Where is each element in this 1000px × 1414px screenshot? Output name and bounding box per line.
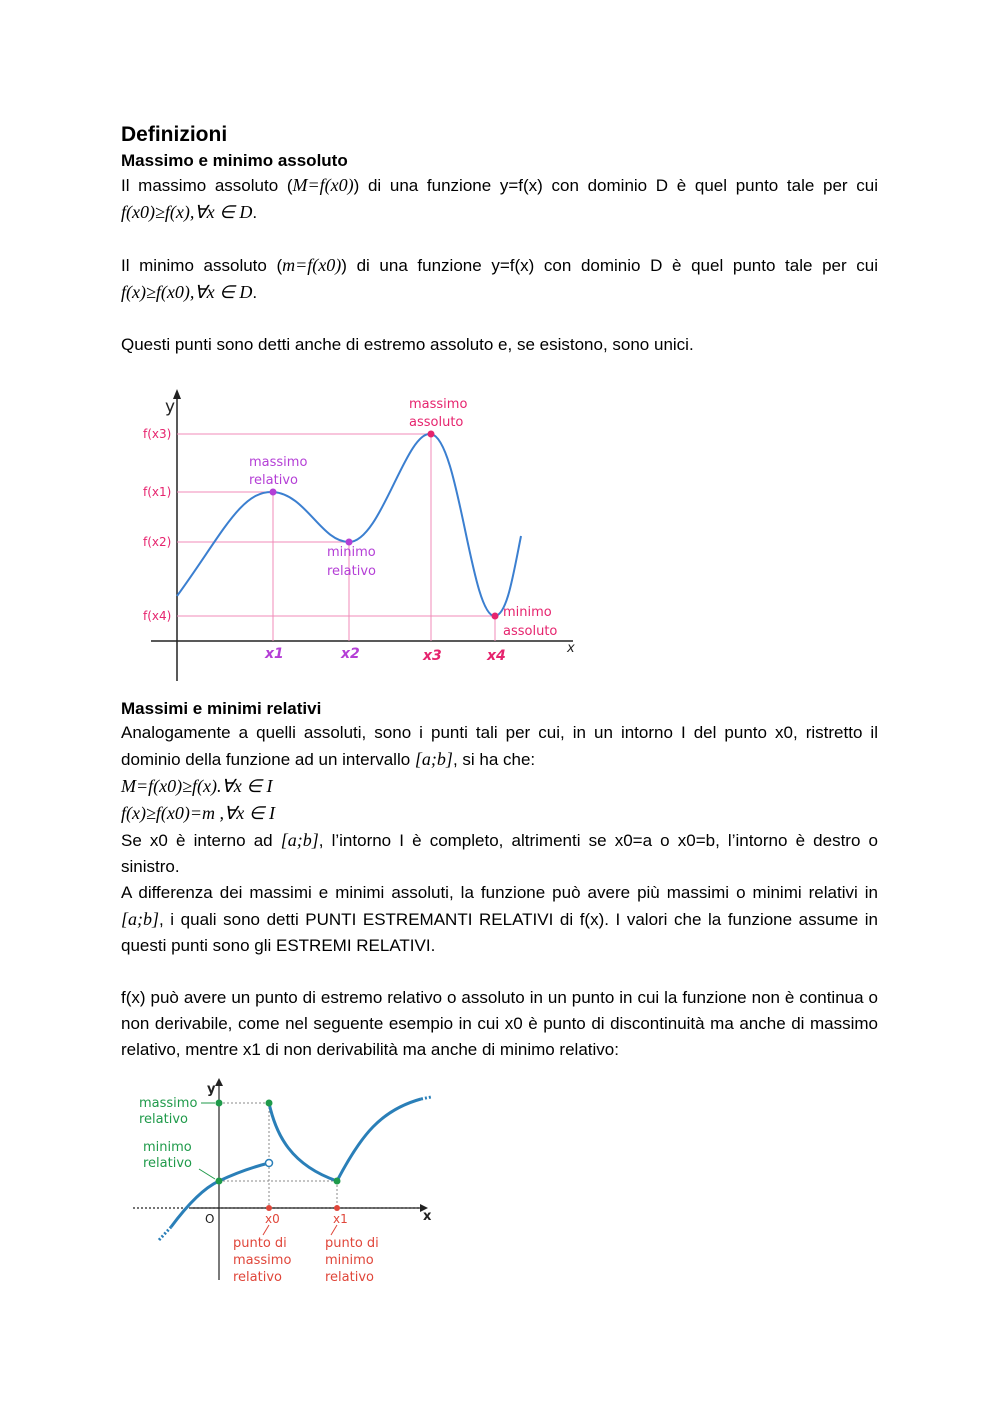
- curve-left-dashed: [159, 1227, 171, 1240]
- paragraph-intorno: [121, 827, 878, 880]
- x-tick-x3: x3: [423, 648, 442, 664]
- annot-min-leader: [199, 1169, 215, 1179]
- y-tick-fx3: f(x3): [143, 427, 172, 441]
- annot-pmin-leader: [331, 1225, 337, 1235]
- annot-min-abs-1: minimo: [503, 605, 552, 620]
- paragraph-unique: Questi punti sono detti anche di estremo assoluto e, se esistono, sono unici.: [121, 335, 694, 354]
- annot-pmin-3: relativo: [325, 1270, 374, 1285]
- text: , l’intorno I è completo, altrimenti se x0=a o x0=b, l’intorno è destro o sinistro.: [121, 831, 878, 876]
- annot-min-1: minimo: [143, 1140, 192, 1155]
- annot-max-abs-1: massimo: [409, 397, 468, 412]
- annot-pmax-2: massimo: [233, 1253, 292, 1268]
- paragraph-relative-intro: [121, 720, 878, 773]
- point-open: [266, 1160, 273, 1167]
- y-axis-label: y: [165, 397, 176, 417]
- text: .: [252, 283, 258, 302]
- section-heading-absolute: Massimo e minimo assoluto: [121, 151, 348, 170]
- text: Il minimo assoluto (: [121, 256, 283, 275]
- document-page: [121, 118, 878, 1290]
- curve-right: [269, 1099, 421, 1181]
- point-x1: [334, 1205, 340, 1211]
- annot-max-abs-2: assoluto: [409, 415, 464, 430]
- point-min-abs: [492, 613, 499, 620]
- formula: [a;b]: [121, 909, 160, 929]
- formula: M=f(x0): [292, 175, 354, 195]
- paragraph-min-abs: [121, 252, 878, 306]
- text: Se x0 è interno ad: [121, 831, 281, 850]
- x-tick-x4: x4: [487, 648, 506, 664]
- annot-pmax-1: punto di: [233, 1236, 287, 1251]
- point-y-min: [216, 1178, 223, 1185]
- text: , i quali sono detti PUNTI ESTREMANTI RELATIVI di f(x). I valori che la funzione assume in questi punti sono gli ESTREMI RELATIVI.: [121, 910, 878, 955]
- equation-max: [121, 773, 878, 800]
- y-tick-fx4: f(x4): [143, 609, 172, 623]
- formula: M=f(x0)≥f(x).∀x ∈ I: [121, 776, 273, 796]
- annot-min-rel-2: relativo: [327, 564, 376, 579]
- paragraph-discontinuity: f(x) può avere un punto di estremo relativo o assoluto in un punto in cui la funzione non è continua o non derivabile, come nel seguente esempio in cui x0 è punto di discontinuità ma anche di massimo relativo, mentre x1 di non derivabilità ma anche di minimo relativo:: [121, 988, 878, 1059]
- point-min-rel: [334, 1178, 341, 1185]
- text: A differenza dei massimi e minimi assoluti, la funzione può avere più massimi o minimi relativi in: [121, 883, 878, 902]
- annot-pmax-3: relativo: [233, 1270, 282, 1285]
- y-arrow-icon: [215, 1078, 223, 1086]
- annot-min-2: relativo: [143, 1156, 192, 1171]
- guide-lines: [219, 1103, 337, 1208]
- x0-label: x0: [265, 1212, 280, 1226]
- y-tick-fx2: f(x2): [143, 535, 172, 549]
- text: .: [252, 203, 258, 222]
- text: ) di una funzione y=f(x) con dominio D è quel punto tale per cui: [353, 176, 878, 195]
- formula: f(x)≥f(x0)=m ,∀x ∈ I: [121, 803, 275, 823]
- formula: f(x0)≥f(x),∀x ∈ D: [121, 202, 253, 222]
- annot-max-rel-1: massimo: [249, 455, 308, 470]
- x-tick-x1: x1: [265, 646, 284, 662]
- text: Analogamente a quelli assoluti, sono i punti tali per cui, in un intorno I del punto x0, ristretto il dominio della funzione ad un intervallo: [121, 723, 878, 769]
- section-heading-relative: Massimi e minimi relativi: [121, 699, 322, 718]
- y-tick-fx1: f(x1): [143, 485, 172, 499]
- page-title: Definizioni: [121, 123, 228, 146]
- point-x0: [266, 1205, 272, 1211]
- formula: m=f(x0): [282, 255, 342, 275]
- annot-min-rel-1: minimo: [327, 545, 376, 560]
- curve-right-dashed: [421, 1097, 431, 1099]
- point-max-rel: [270, 489, 277, 496]
- formula: [a;b]: [280, 830, 319, 850]
- annot-max-rel-2: relativo: [249, 473, 298, 488]
- x-axis-label: x: [423, 1209, 432, 1224]
- text: , si ha che:: [452, 750, 536, 769]
- text: Il massimo assoluto (: [121, 176, 293, 195]
- annot-min-abs-2: assoluto: [503, 624, 558, 639]
- paragraph-max-abs: [121, 172, 878, 226]
- formula: f(x)≥f(x0),∀x ∈ D: [121, 282, 253, 302]
- point-y-max: [216, 1100, 223, 1107]
- figure-extrema: [141, 386, 581, 686]
- y-axis-label: y: [207, 1082, 216, 1097]
- x-tick-x2: x2: [341, 646, 360, 662]
- x-axis-label: x: [567, 641, 575, 656]
- point-max-abs: [428, 431, 435, 438]
- text: ) di una funzione y=f(x) con dominio D è quel punto tale per cui: [341, 256, 878, 275]
- figure-discontinuity: [131, 1075, 441, 1290]
- annot-max-1: massimo: [139, 1096, 198, 1111]
- x1-label: x1: [333, 1212, 348, 1226]
- annot-max-2: relativo: [139, 1112, 188, 1127]
- annot-pmin-2: minimo: [325, 1253, 374, 1268]
- annot-pmax-leader: [263, 1225, 269, 1235]
- formula: [a;b]: [414, 749, 453, 769]
- paragraph-estremanti: [121, 880, 878, 959]
- origin-label: O: [205, 1212, 215, 1226]
- equation-min: [121, 800, 878, 827]
- point-max-rel: [266, 1100, 273, 1107]
- annot-pmin-1: punto di: [325, 1236, 379, 1251]
- curve-left: [171, 1163, 269, 1227]
